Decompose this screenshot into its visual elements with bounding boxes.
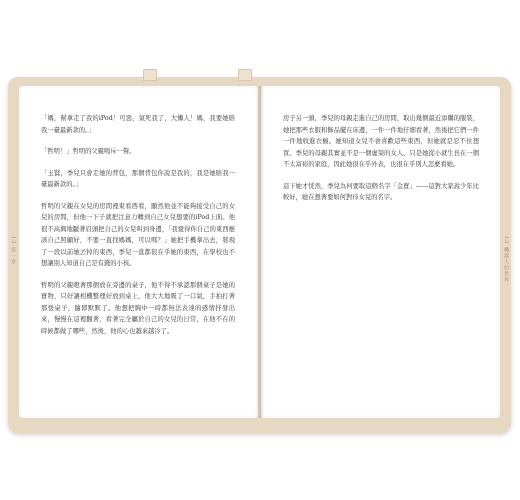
ribbon-bookmark-right bbox=[238, 69, 252, 81]
left-page-text bbox=[41, 113, 235, 347]
right-side-label: 13 機器人的世界 bbox=[503, 236, 509, 283]
right-page-text bbox=[283, 113, 479, 214]
right-paragraph: 這下她才恍然，季兒為何要取這個名字「金寶」——這對大家說少年比較好，她在想著要如何對待女兒的名字。 bbox=[283, 182, 479, 201]
left-paragraph: 「哲明！」哲明的父親喝斥一聲。 bbox=[41, 148, 136, 155]
left-page bbox=[19, 86, 258, 418]
left-paragraph: 哲明的父親瞪著那個放在旁邊的桌子，他不得不承認那個桌子是她的寶物，只好讓相機整理好放到桌上，他大大地吸了一口氣，手拍打著那張桌子，隨即默默了。他想把胸中一時都無法表達的感情抒發出來，慢慢在這裡翻著，看著完全屬於自己的女兒的日常，在他不在的時候都做了哪些，然後，他的心也越來越冷了。 bbox=[41, 281, 235, 335]
left-paragraph: 「媽，幫拿走了我的iPod！可惡，氣死我了，大懶人！媽，我要她賠我一臺最新款的。」 bbox=[41, 115, 235, 134]
left-paragraph: 哲明的父親在女兒的房間裡東看西看，顯然他並不能夠接受自己的女兒的房間，但他一下子就把注意力轉到自己女兒想要的iPod上面。他很不高興地皺著眉頭把自己的女兒叫到身邊，「我覺得你自己的東西應該自己照顧好，不要一直找媽媽，可以嗎？」她把手機拿出去，發現了一段以前她丟掉的東西，季兒一直都很在乎她的東西，在學校也不想讓別人知道自己是有錢的小孩。 bbox=[41, 202, 235, 267]
left-side-label: 13 第一章 bbox=[10, 236, 16, 265]
book-gutter bbox=[256, 86, 264, 418]
left-paragraph: 「玉賢，季兒只會走她的背包，那個背包你說是我的，我是她賠我一臺最新款的。」 bbox=[41, 169, 235, 188]
right-page bbox=[261, 86, 500, 418]
ribbon-bookmark-left bbox=[143, 69, 157, 81]
right-paragraph: 房子另一頭，季兒的母親走進自己的房間，取出幾個最近添購的服裝，她把那些衣服和飾品擺在床邊，一件一件地仔細看著，然後把它們一件一件地收進衣櫥。她知道女兒不會喜歡這些東西，但她就是忍不住想買。季兒的母親其實並不是一個虛榮的女人，只是她從小就生長在一個不太富裕的家庭，因此她很在乎外表，也很在乎別人怎麼看她。 bbox=[283, 115, 479, 168]
